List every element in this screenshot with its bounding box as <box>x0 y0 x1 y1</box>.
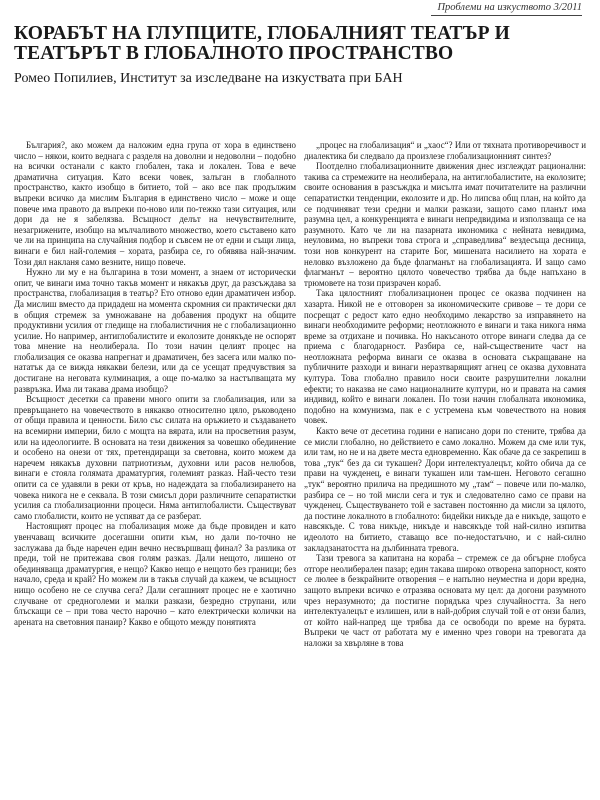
article-body <box>14 140 586 796</box>
body-paragraph: Тази тревога за капитана на кораба – стремеж се да обгърне глобуса отгоре неолиберален пазар; един такава широко отворена запорност, която се люлее в безкрайните отворения – е напълно неуместна и дори вредна, защото въпреки всичко е отразява основата му цел: да догони разумното чрез неразумното; да постигне порядъка чрез случайността. За него интелектуалецът е излишен, или в най-добрия случай той е от онзи бализ, от който най-напред ще трябва да се освободи по време на бурята. Въпреки че част от работата му е именно чрез говори на тревогата да наложи за хвърляне в това <box>304 553 586 648</box>
body-paragraph: Поотделно глобализационните движения днес изглеждат рационални: такива са стремежите на неолиберала, на антиглобалистите, на еколозите; своите основания в разсъждка и мисълта имат почитателите на различни сепаратистки тенденции, еколозите и др. Но липсва общ план, на който да се подчиняват тези средни и малки разкази, защото само планът има разумна цел, а конкуренцията е винаги непредвидима и използваща се на разумното. Като че ли на пазарната икономика с нейната невидима, неуловима, но въпреки това строга и „справедлива“ вездесъща десница, този нов конкурент на старите Бог, мишената насилието на хората е неловко възложено да бъде флагманът на глобализацията. И защо само флагманът – вероятно цялото човечество трябва да бъде напъхано в трюмовете на този призрачен кораб. <box>304 161 586 288</box>
text-column-left <box>14 140 296 796</box>
body-paragraph: „процес на глобализация“ и „хаос“? Или от тяхната противоречивост и диалектика би следвало да произлезе глобализационният синтез? <box>304 140 586 161</box>
running-header: Проблеми на изкуството 3/2011 <box>431 0 582 16</box>
body-paragraph: Всъщност десетки са правени много опити за глобализация, или за превръщането на човечеството в някакво относително цяло, ръководено от общи правила и ценности. Било със силата на оръжието и създаването на всемирни империи, било с мощта на вярата, или на просветния разум, или на идеологиите. В основата на тези движения за човешко обединение и особено на онези от тях, претендиращи за световна, които можем да наречем някакъв духовни патриотизъм, духовни или расов нелюбов, винаги е стояла голямата драматургия, големият разказ. Най-често тези опити са се удавяли в реки от кръв, но надеждата за глобализирането на човека никога не е секвала. В този смисъл дори различните сепаратистки усилия са глобализационни процеси. Няма антиглобалисти. Съществуват само глобалисти, които не успяват да се разберат. <box>14 394 296 521</box>
body-paragraph: Така цялостният глобализационен процес се оказва подчинен на хазарта. Никой не е отговорен за икономическите сривове – те дори се посрещат с редост като едно необходимо лекарство за изправянето на винаги необходимите реформи; неотложното е винаги и така никога няма време за отдихане и почивка. Но накъсаното отгоре винаги следва да се приема с благодарност. Разбира се, най-съществените част на неотложната реформа винаги се оказва в основата съкращаване на публичните разходи и винаги неразтварящият агнец се оказва духовната култура. Това глобално правило носи своите разрушителни локални ефекти; то наказва не само националните култури, но и правата на самия индивид, който е винаги локален. По този начин глобалната икономика, подобно на комунизма, пак е с устремена към човечеството на новия човек. <box>304 288 586 426</box>
text-column-right <box>304 140 586 796</box>
body-paragraph: Както вече от десетина години е написано дори по стените, трябва да се мисли глобално, но действието е само локално. Можем да сме или тук, или там, но не и на двете места едновременно. Как обаче да се закрепиш в това „тук“ без да си тукашен? Дори интелектуалецът, който обича да се прави на чужденец, е винаги тукашен или там-шен. Неговото сегашно „тук“ вероятно прилича на предишното му „там“ – повече или по-малко, разбира се – но той мисли сега и тук и следователно само се прави на чужденец. Съществуването той е заставен постоянно да мисли за цялото, да постине локалното в глобалното: бидейки никъде да е никъде, защото е навсякъде. С това никъде, никъде и навсякъде той най-силно изпитва идеолото на битието, ставащо все по-недостатъчно, и с най-силно закладзанатостта на дълбинната тревога. <box>304 426 586 553</box>
article-title: КОРАБЪТ НА ГЛУПЦИТЕ, ГЛОБАЛНИЯТ ТЕАТЪР И ТЕАТЪРЪТ В ГЛОБАЛНОТО ПРОСТРАНСТВО <box>14 23 510 64</box>
body-paragraph: България?, ако можем да наложим една група от хора в единствено число – някои, които веднага с разделя на доволни и недоволни – подобно на всички останали с както глобален, така и локален. Това е вече драматична ситуация. Като всеки човек, залъган в глобалното пространство, както изобщо в битието, той – ако все пак продължим въпреки всичко да мислим България в единствено число – може и още повече има правото да въпреки по-ново или по-тежко тази ситуация, или дори да не я забелязва. Всъщност делът на нечувствителните, незагрижените, изобщо на мълчаливото множество, което съставено като че ли на принципа на случайния подбор и съвсем не от едни и същи лица, винаги е бил най-големия – хората, разбира се, го обявява най-значим. Този дял накланя само везните, нищо повече. <box>14 140 296 267</box>
body-paragraph: Нужно ли му е на българина в този момент, а знаем от исторически опит, че винаги има точно такъв момент и някакъв друг, да разсъждава за пространства, глобализация в театър? Ето отново един драматичен избор. Да мислиш вместо да придадеш на момента скромния си практически дял в общия стремеж за умножаване на добавения продукт на общите продуктивни усилия от гледище на глобалистичния не с глобализационно усилие. Но например, антиглобалистите и еколозите донякъде не оспорят това мнение на неолиберала. По този начин целият процес на глобализация се оказва напрегнат и драматичен, без засега или малко по-нататък да се вижда някакви белези, или да се усещат предчувствия за достигане на неговата кулминация, а още по-малко за настъпващата му развръзка. Има ли такава драма изобщо? <box>14 267 296 394</box>
article-author: Ромео Попилиев, Институт за изследване на изкуствата при БАН <box>14 71 403 86</box>
body-paragraph: Настоящият процес на глобализация може да бъде провиден и като увенчаващ всичките досегашни опити към, но дали по-точно не заслужава да бъде наречен един вечно несвършващ финал? За разлика от преди, той не притежава своя голям разказ. Дали нещото, лишено от обединяваща драматургия, е нещо? Какво нещо е нещото без граници; без начало, среда и край? Но можем ли в такъв случай да кажем, че всъщност нищо особено не се случва сега? Дали сегашният процес не е хаотично случване от средноголеми и малки разкази, безредно струпани, или блъскащи се – при това често нарочно – като електрически колички на арената на световния панаир? Какво е общото между понятията <box>14 521 296 627</box>
